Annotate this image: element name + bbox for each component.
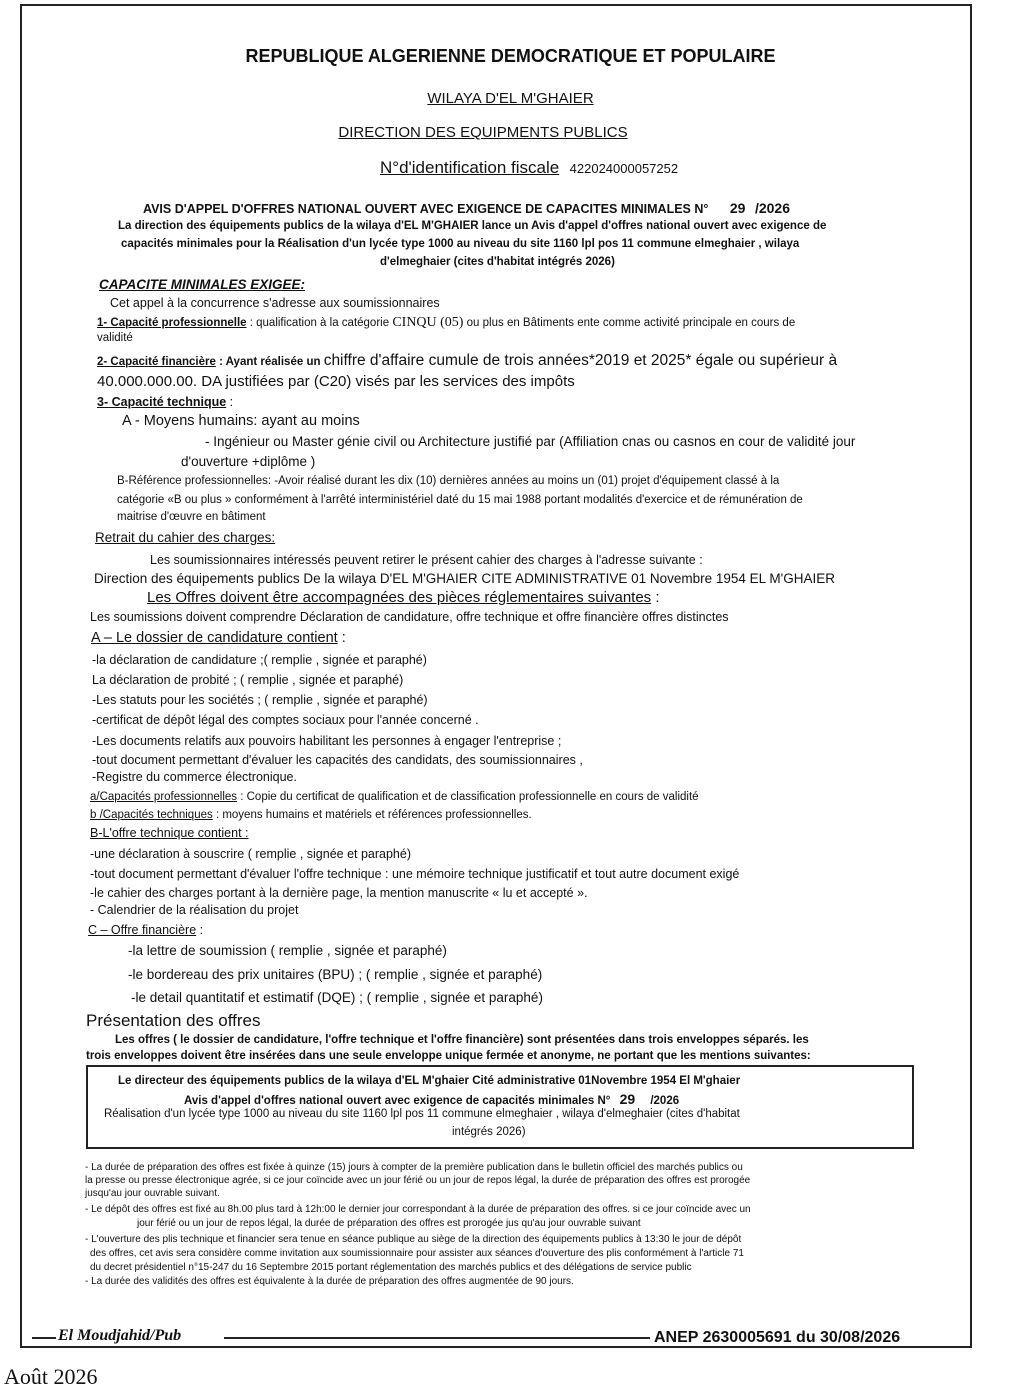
offre-technique-item: - Calendrier de la réalisation du projet — [90, 903, 299, 917]
capacite-financiere — [97, 352, 837, 370]
dossier-heading-line — [91, 630, 346, 646]
capacite-pro — [97, 315, 795, 331]
box-line-1: Le directeur des équipements publics de la wilaya d'EL M'ghaier Cité administrative 01Novembre 1954 El M'ghaier — [118, 1075, 741, 1087]
republic-heading: REPUBLIQUE ALGERIENNE DEMOCRATIQUE ET POPULAIRE — [245, 46, 776, 66]
note-line: - Le dépôt des offres est fixé au 8h.00 plus tard à 12h:00 le dernier jour correspondant à la durée de préparation des offres. si ce jour coïncide avec un — [85, 1204, 751, 1215]
dossier-heading: A – Le dossier de candidature contient — [91, 630, 338, 646]
footer-rule-left — [32, 1337, 56, 1339]
dossier-heading-colon: : — [337, 630, 346, 646]
footer-rule-middle — [224, 1337, 650, 1339]
capacite-pro-label: 1- Capacité professionnelle — [97, 317, 247, 329]
box-line-3: Réalisation d'un lycée type 1000 au niveau du site 1160 lpl pos 11 commune elmeghaier , wilaya d'elmeghaier (cites d'habitat — [104, 1108, 740, 1120]
avis-number: 29 — [729, 200, 746, 216]
dossier-item: -certificat de dépôt légal des comptes sociaux pour l'année concerné . — [92, 713, 479, 727]
offres-intro: Les soumissions doivent comprendre Déclaration de candidature, offre technique et offre financière offres distinctes — [90, 610, 729, 624]
capacite-pro-validite: validité — [97, 332, 133, 344]
note-line: des offres, cet avis sera considère comme invitation aux soumissionnaire pour assister aux séances d'ouverture des plis conformément à l'article 71 — [90, 1248, 744, 1259]
moyens-humains-2: d'ouverture +diplôme ) — [181, 454, 316, 469]
avis-intro-3: d'elmeghaier (cites d'habitat intégrés 2026) — [380, 256, 615, 268]
capacite-fin-amount: 40.000.000.00. — [97, 373, 198, 390]
avis-intro-2: capacités minimales pour la Réalisation d'un lycée type 1000 au niveau du site 1160 lpl pos 11 commune elmeghaier , wilaya — [121, 238, 800, 250]
capacites-tech-label: b /Capacités techniques — [90, 809, 213, 821]
capacites-pro-line — [90, 791, 699, 803]
box-number: 29 — [619, 1091, 636, 1107]
box-year: /2026 — [650, 1095, 680, 1107]
avis-title — [143, 200, 790, 216]
note-line: - La durée des validités des offres est équivalente à la durée de préparation des offres augmentée de 90 jours. — [85, 1276, 574, 1287]
moyens-humains-1: - Ingénieur ou Master génie civil ou Architecture justifié par (Affiliation cnas ou casnos en cour de validité jour — [205, 434, 856, 449]
offres-heading-line — [147, 589, 660, 606]
capacite-tech-label: 3- Capacité technique — [97, 395, 227, 409]
presentation-line-2: trois enveloppes doivent être insérées dans une seule enveloppe unique fermée et anonyme, ne portant que les mentions suivantes: — [86, 1050, 811, 1062]
dossier-item: -Les statuts pour les sociétés ; ( remplie , signée et paraphé) — [92, 693, 428, 707]
capacite-technique — [97, 395, 233, 409]
dossier-item: -Les documents relatifs aux pouvoirs habilitant les personnes à engager l'entreprise ; — [92, 734, 562, 748]
capacite-tech-colon: : — [226, 395, 234, 409]
capacites-pro-text: : Copie du certificat de qualification et de classification professionnelle en cours de validité — [237, 791, 699, 803]
offre-financiere-item: -la lettre de soumission ( remplie , signée et paraphé) — [128, 943, 447, 958]
note-line: jusqu'au jour ouvrable suivant. — [85, 1188, 220, 1199]
capacite-fin-label: 2- Capacité financière — [97, 356, 216, 368]
presentation-line-1: Les offres ( le dossier de candidature, l'offre technique et l'offre financière) sont présentées dans trois enveloppes séparés. les — [115, 1034, 809, 1046]
note-line: du decret présidentiel n°15-247 du 16 Septembre 2015 portant réglementation des marchés publics et des délégations de service public — [90, 1262, 692, 1273]
offre-financiere-heading-line — [88, 923, 203, 937]
avis-intro-1: La direction des équipements publics de la wilaya d'EL M'GHAIER lance un Avis d'appel d'offres national ouvert avec exigence de — [118, 220, 827, 232]
offre-technique-item: -tout document permettant d'évaluer l'offre technique : une mémoire technique justificatif et tout autre document exigé — [90, 867, 740, 881]
fiscal-id — [380, 158, 678, 178]
capacites-intro: Cet appel à la concurrence s'adresse aux soumissionnaires — [110, 296, 440, 310]
date-fragment: Août 2026 — [4, 1364, 98, 1389]
reference-1: B-Référence professionnelles: -Avoir réalisé durant les dix (10) dernières années au moins un (01) projet d'équipement classé à la — [117, 475, 780, 487]
offres-heading-colon: : — [651, 589, 660, 606]
capacite-pro-text: : qualification à la catégorie — [246, 317, 393, 329]
note-line: jour férié ou un jour de repos légal, la durée de préparation des offres est prorogée jus qu'au jour ouvrable suivant — [137, 1218, 641, 1229]
anep-reference: ANEP 2630005691 du 30/08/2026 — [654, 1329, 901, 1346]
reference-3: maitrise d'œuvre en bâtiment — [117, 511, 266, 523]
moyens-humains: A - Moyens humains: ayant au moins — [122, 413, 360, 429]
capacite-fin-currency: DA — [197, 373, 222, 390]
fiscal-number: 422024000057252 — [569, 161, 679, 176]
fiscal-label: N°d'identification fiscale — [380, 158, 560, 177]
avis-title-text: AVIS D'APPEL D'OFFRES NATIONAL OUVERT AVEC EXIGENCE DE CAPACITES MINIMALES N° — [143, 202, 709, 216]
retrait-heading: Retrait du cahier des charges: — [95, 530, 276, 545]
presentation-heading: Présentation des offres — [86, 1011, 261, 1030]
box-line-4: intégrés 2026) — [452, 1126, 526, 1138]
offre-financiere-colon: : — [196, 923, 204, 937]
offre-technique-heading: B-L'offre technique contient : — [90, 826, 249, 840]
offre-financiere-item: -le bordereau des prix unitaires (BPU) ; ( remplie , signée et paraphé) — [128, 967, 543, 982]
dossier-item: La déclaration de probité ; ( remplie , signée et paraphé) — [92, 673, 404, 687]
note-line: - La durée de préparation des offres est fixée à quinze (15) jours à compter de la première publication dans le bulletin officiel des marchés publics ou — [85, 1162, 743, 1173]
offre-financiere-heading: C – Offre financière — [88, 923, 197, 937]
capacites-pro-label: a/Capacités professionnelles — [90, 791, 238, 803]
capacite-fin-text-big: chiffre d'affaire cumule de trois années*2019 et 2025* égale ou supérieur à — [323, 352, 838, 369]
offre-financiere-item: -le detail quantitatif et estimatif (DQE) ; ( remplie , signée et paraphé) — [131, 990, 543, 1005]
note-line: la presse ou presse électronique agrée, si ce jour coïncide avec un jour férié ou un jour de repos légal, la durée de préparation des offres est prorogée — [85, 1175, 751, 1186]
capacites-tech-text: : moyens humains et matériels et références professionnelles. — [212, 809, 532, 821]
newspaper-brand: El Moudjahid/Pub — [58, 1327, 182, 1344]
note-line: - L'ouverture des plis technique et financier sera tenue en séance publique au siège de la direction des équipements publics à 13:30 le jour de dépôt — [85, 1234, 742, 1245]
capacites-tech-line — [90, 809, 532, 821]
capacites-heading: CAPACITE MINIMALES EXIGEE: — [99, 277, 306, 292]
reference-2: catégorie «B ou plus » conformément à l'arrêté interministériel daté du 15 mai 1988 portant modalités d'exercice et de rémunération de — [117, 494, 803, 506]
offre-technique-item: -une déclaration à souscrire ( remplie , signée et paraphé) — [90, 847, 412, 861]
retrait-line-1: Les soumissionnaires intéressés peuvent retirer le présent cahier des charges à l'adresse suivante : — [150, 553, 703, 567]
wilaya-heading: WILAYA D'EL M'GHAIER — [427, 90, 594, 107]
dossier-item: -Registre du commerce électronique. — [92, 770, 297, 784]
avis-year: /2026 — [754, 200, 790, 216]
dossier-item: -la déclaration de candidature ;( remplie , signée et paraphé) — [92, 653, 427, 667]
offres-heading: Les Offres doivent être accompagnées des pièces réglementaires suivantes — [147, 589, 652, 606]
capacite-fin-amount-line — [97, 373, 575, 390]
capacite-fin-text: : Ayant réalisée un — [215, 356, 324, 368]
capacite-pro-text-2: ou plus en Bâtiments ente comme activité principale en cours de — [463, 317, 796, 329]
direction-heading: DIRECTION DES EQUIPMENTS PUBLICS — [338, 124, 628, 141]
dossier-item: -tout document permettant d'évaluer les capacités des candidats, des soumissionnaires , — [92, 753, 583, 767]
retrait-address: Direction des équipements publics De la wilaya D'EL M'GHAIER CITE ADMINISTRATIVE 01 Novembre 1954 EL M'GHAIER — [94, 571, 835, 586]
box-line-2 — [184, 1091, 679, 1107]
capacite-pro-category: CINQU (05) — [392, 315, 464, 330]
capacite-fin-just: justifiées par (C20) visés par les services des impôts — [221, 373, 575, 390]
box-line-2-text: Avis d'appel d'offres national ouvert avec exigence de capacités minimales N° — [184, 1095, 611, 1107]
offre-technique-item: -le cahier des charges portant à la dernière page, la mention manuscrite « lu et accepté ». — [90, 886, 588, 900]
